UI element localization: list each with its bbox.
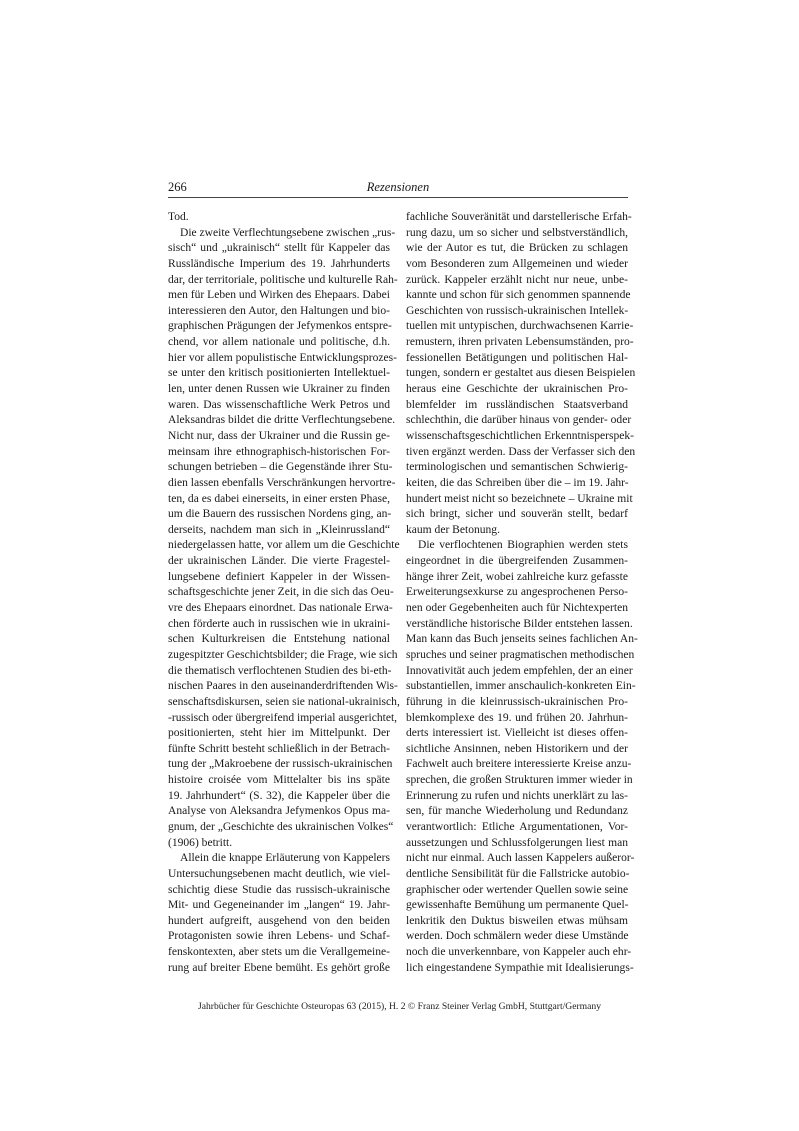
text-line: schlechthin, die darüber hinaus von gender- oder [406, 414, 632, 427]
text-line: fenskontexten, aber stets um die Verallgemeine- [168, 946, 390, 959]
text-line: wie der Autor es tut, die Brücken zu schlagen [406, 242, 628, 255]
text-line: lich eingestandene Sympathie mit Idealisierungs- [406, 961, 634, 974]
text-line: noch die unverkennbare, von Kappeler auch ehr- [406, 946, 632, 959]
text-line: schaftsgeschichte jener Zeit, in die sich das Oeu- [168, 586, 394, 599]
text-line: Geschichten von russisch-ukrainischen Intellek- [406, 304, 629, 317]
text-line: fessionellen Betätigungen und politischen Hal- [406, 351, 628, 364]
text-line: schichtig diese Studie das russisch-ukrainische [168, 883, 390, 896]
text-line: Mit- und Gegeneinander im „langen“ 19. Jahr- [168, 899, 390, 912]
text-line: keiten, die das Schreiben über die – im 19. Jahr- [406, 476, 629, 489]
text-line: derseits, nachdem man sich in „Kleinrussland“ [168, 523, 390, 536]
text-line: hänge ihrer Zeit, wobei zahlreiche kurz gefasste [406, 570, 628, 583]
text-line: meinsam ihre ethnographisch-historischen For- [168, 445, 390, 458]
text-line: chen förderte auch in russischen wie in ukraini- [168, 617, 390, 630]
text-line: Erweiterungsexkurse zu angesprochenen Perso- [406, 586, 628, 599]
text-line: rung dazu, um so sicher und selbstverständlich, [406, 226, 628, 239]
text-line: werden. Doch schmälern weder diese Umstände [406, 930, 629, 943]
text-line: Die zweite Verflechtungsebene zwischen „rus- [180, 226, 396, 239]
text-line: kannte und schon für sich genommen spannende [406, 289, 631, 302]
text-line: nen oder Gegebenheiten auch für Nichtexperten [406, 602, 628, 615]
text-line: wissenschaftsgeschichtlichen Erkenntnisperspek- [406, 429, 634, 442]
text-line: gewissenhafte Bemühung um permanente Quel- [406, 899, 629, 912]
text-line: heraus eine Geschichte der ukrainischen Pro- [406, 383, 628, 396]
text-line: sen, für manche Wiederholung und Redundanz [406, 805, 628, 818]
text-line: waren. Das wissenschaftliche Werk Petros und [168, 398, 390, 411]
text-column-right [406, 210, 638, 976]
text-line: eingeordnet in die übergreifenden Zusammen- [406, 555, 628, 568]
text-line: Untersuchungsebenen macht deutlich, wie viel- [168, 867, 390, 880]
text-line: lenkritik den Duktus bisweilen etwas mühsam [406, 914, 628, 927]
text-line: se unter den kritisch positionierten Intellektuel- [168, 367, 390, 380]
text-line: aussetzungen und Schlussfolgerungen liest man [406, 836, 628, 849]
text-line: hier vor allem populistische Entwicklungsprozes- [168, 351, 397, 364]
text-line: -russisch oder übergreifend imperial ausgerichtet, [168, 711, 398, 724]
text-line: chend, vor allem nationale und politische, d.h. [168, 336, 390, 349]
text-line: um die Bauern des russischen Nordens ging, an- [168, 508, 392, 521]
text-line: Fachwelt auch breitere interessierte Kreise anzu- [406, 758, 632, 771]
text-line: spruches und seiner pragmatischen methodischen [406, 648, 635, 661]
text-line: Protagonisten sowie ihren Lebens- und Schaf- [168, 930, 390, 943]
text-line: schungen betrieben – die Gegenstände ihrer Stu- [168, 461, 393, 474]
text-line: hundert meist nicht so bezeichnete – Ukraine mit [406, 492, 633, 505]
text-line: derts interessiert ist. Vielleicht ist dieses offen- [406, 727, 628, 740]
text-line: Russländische Imperium des 19. Jahrhunderts [168, 257, 390, 270]
text-line: Die verflochtenen Biographien werden stets [418, 539, 628, 552]
text-line: tung der „Makroebene der russisch-ukrainischen [168, 758, 393, 771]
text-line: der ukrainischen Länder. Die vierte Fragestel- [168, 555, 390, 568]
text-line: schen Kulturkreisen die Entstehung national [168, 633, 390, 646]
text-line: tuellen mit untypischen, durchwachsenen Karrie- [406, 320, 634, 333]
text-line: substantiellen, immer anschaulich-konkreten Ein- [406, 680, 636, 693]
footer-citation: Jahrbücher für Geschichte Osteuropas 63 (2015), H. 2 © Franz Steiner Verlag GmbH, Stuttgart/Germany [197, 1001, 602, 1012]
page-number: 266 [168, 180, 187, 194]
text-line: nicht nur einmal. Auch lassen Kappelers außeror- [406, 852, 635, 865]
text-line: führung in die kleinrussisch-ukrainischen Pro- [406, 695, 628, 708]
text-column-left [168, 210, 400, 976]
text-line: rung auf breiter Ebene bemüht. Es gehört große [168, 961, 390, 974]
text-line: blemkomplexe des 19. und frühen 20. Jahrhun- [406, 711, 628, 724]
text-line: fachliche Souveränität und darstellerische Erfah- [406, 211, 632, 223]
text-line: Innovativität auch jedem empfehlen, der an einer [406, 664, 633, 677]
text-line: die thematisch verflochtenen Studien des bi-eth- [168, 664, 392, 677]
running-title: Rezensionen [366, 180, 430, 194]
text-line: men für Leben und Wirken des Ehepaars. Dabei [168, 289, 390, 302]
text-line: blemfelder im russländischen Staatsverband [406, 398, 628, 411]
text-line: vre des Ehepaars einordnet. Das nationale Erwa- [168, 602, 393, 615]
text-line: positionierten, steht hier im Mittelpunkt. Der [168, 727, 390, 740]
text-line: histoire croisée vom Mittelalter bis ins späte [168, 774, 390, 787]
text-line: Erinnerung zu rufen und nichts unerklärt zu las- [406, 789, 628, 802]
text-line: verständliche historische Bilder entstehen lassen. [406, 617, 633, 630]
page-header [168, 180, 628, 198]
text-line: verantwortlich: Etliche Argumentationen, Vor- [406, 820, 628, 833]
text-line: zugespitzter Geschichtsbilder; die Frage, wie sich [168, 648, 398, 661]
text-line: tungen, sondern er gestaltet aus diesen Beispielen [406, 367, 636, 380]
text-line: graphischer oder wertender Quellen sowie seine [406, 883, 629, 896]
text-line: sprechen, die großen Strukturen immer wieder in [406, 774, 633, 787]
text-line: Man kann das Buch jenseits seines fachlichen An- [406, 633, 638, 646]
text-line: interessieren den Autor, den Haltungen und bio- [168, 304, 390, 317]
text-line: zurück. Kappeler erzählt nicht nur neue, unbe- [406, 273, 628, 286]
text-line: sisch“ und „ukrainisch“ stellt für Kappeler das [168, 242, 390, 255]
text-line: tiven ergänzt werden. Dass der Verfasser sich den [406, 445, 636, 458]
text-line: dien lassen ebenfalls Verschränkungen hervortre- [168, 476, 396, 489]
text-line: graphischen Prägungen der Jefymenkos entspre- [168, 320, 392, 333]
text-line: 19. Jahrhundert“ (S. 32), die Kappeler über die [168, 789, 390, 802]
text-line: terminologischen und semantischen Schwierig- [406, 461, 628, 474]
text-line: Nicht nur, dass der Ukrainer und die Russin ge- [168, 429, 390, 442]
text-line: ten, da es dabei einerseits, in einer ersten Phase, [168, 492, 390, 505]
text-line: vom Besonderen zum Allgemeinen und wieder [406, 257, 628, 270]
text-line: Analyse von Aleksandra Jefymenkos Opus ma- [168, 805, 390, 818]
text-line: senschaftsdiskursen, seien sie national-ukrainisch, [168, 695, 400, 708]
text-line: sich bringt, sicher und souverän stellt, bedarf [406, 508, 628, 521]
text-line: nischen Paares in den auseinanderdriftenden Wis- [168, 680, 398, 693]
text-line: Aleksandras bildet die dritte Verflechtungsebene. [168, 414, 396, 427]
text-line: niedergelassen hatte, vor allem um die Geschichte [168, 539, 400, 552]
text-line: dar, der territoriale, politische und kulturelle Rah- [168, 273, 398, 286]
text-line: hundert aufgreift, ausgehend von den beiden [168, 914, 390, 927]
text-line: len, unter denen Russen wie Ukrainer zu finden [168, 383, 390, 396]
text-line: Tod. [168, 211, 189, 223]
text-line: (1906) betritt. [168, 836, 233, 849]
text-line: Allein die knappe Erläuterung von Kappelers [180, 852, 390, 865]
text-line: fünfte Schritt besteht schließlich in der Betrach- [168, 742, 390, 755]
text-line: lungsebene definiert Kappeler in der Wissen- [168, 570, 390, 583]
text-line: dentliche Sensibilität für die Fallstricke autobio- [406, 867, 630, 880]
text-line: sichtliche Ansinnen, neben Historikern und der [406, 742, 628, 755]
text-line: gnum, der „Geschichte des ukrainischen Volkes“ [168, 820, 394, 833]
text-line: remustern, ihren privaten Lebensumständen, pro- [406, 336, 634, 349]
text-line: kaum der Betonung. [406, 523, 500, 536]
